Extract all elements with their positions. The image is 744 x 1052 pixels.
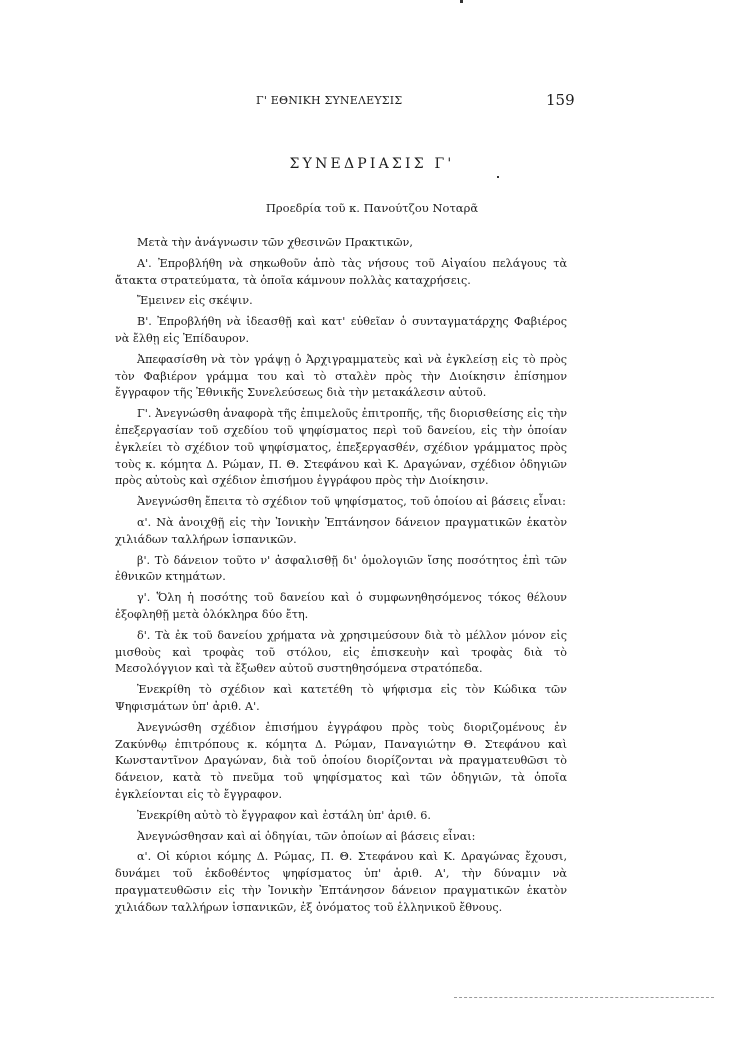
paragraph: Β'. Ἐπροβλήθη νὰ ἰδεασθῇ καὶ κατ' εὐθεῖαν ὁ συνταγματάρχης Φαβιέρος νὰ ἔλθῃ εἰς Ἐπίδαυρον.	[115, 315, 567, 345]
session-title: ΣΥΝΕΔΡΙΑΣΙΣ Γ'	[289, 156, 455, 172]
scan-speck	[497, 176, 499, 178]
paragraph: Α'. Ἐπροβλήθη νὰ σηκωθοῦν ἀπὸ τὰς νήσους τοῦ Αἰγαίου πελάγους τὰ ἄτακτα στρατεύματα, τὰ ὁποῖα κάμνουν πολλὰς καταχρήσεις.	[115, 256, 567, 287]
scan-speck	[460, 0, 463, 3]
paragraph: α'. Νὰ ἀνοιχθῇ εἰς τὴν Ἰονικὴν Ἐπτάνησον δάνειον πραγματικῶν ἑκατὸν χιλιάδων ταλλήρων ἱσπανικῶν.	[115, 515, 567, 546]
paragraph: β'. Τὸ δάνειον τοῦτο ν' ἀσφαλισθῇ δι' ὁμολογιῶν ἴσης ποσότητος ἐπὶ τῶν ἐθνικῶν κτημάτων.	[115, 553, 567, 584]
paragraph: Ἀνεγνώσθη σχέδιον ἐπισήμου ἐγγράφου πρὸς τοὺς διοριζομένους ἐν Ζακύνθῳ ἐπιτρόπους κ. κόμητα Δ. Ρώμαν, Παναγιώτην Θ. Στεφάνου καὶ Κωνσταντῖνον Δραγώναν, διὰ τοῦ ὁποίου διορίζονται νὰ πραγματευθῶσι τὸ δάνειον, κατὰ τὸ πνεῦμα τοῦ ψηφίσματος καὶ τῶν ὁδηγιῶν, τὰ ὁποῖα ἐγκλείονται εἰς τὸ ἔγγραφον.	[115, 720, 567, 801]
running-head	[0, 91, 744, 110]
running-title: Γ' ΕΘΝΙΚΗ ΣΥΝΕΛΕΥΣΙΣ	[256, 94, 403, 107]
page-number: 159	[546, 91, 575, 109]
paragraph: γ'. Ὅλη ἡ ποσότης τοῦ δανείου καὶ ὁ συμφωνηθησόμενος τόκος θέλουν ἐξοφληθῇ μετὰ ὁλόκληρα δύο ἔτη.	[115, 591, 567, 621]
scan-edge-artifact	[454, 997, 714, 999]
paragraph: Γ'. Ἀνεγνώσθη ἀναφορὰ τῆς ἐπιμελοῦς ἐπιτροπῆς, τῆς διορισθείσης εἰς τὴν ἐπεξεργασίαν τοῦ σχεδίου τοῦ ψηφίσματος περὶ τοῦ δανείου, εἰς τὴν ὁποίαν ἐγκλείει τὸ σχέδιον τοῦ ψηφίσματος, ἐπεξεργασθέν, σχέδιον γράμματος πρὸς τοὺς κ. κόμητα Δ. Ρώμαν, Π. Θ. Στεφάνου καὶ Κ. Δραγώναν, σχέδιον ὁδηγιῶν πρὸς αὐτοὺς καὶ σχέδιον ἐπισήμου ἐγγράφου πρὸς τὴν Διοίκησιν.	[115, 407, 567, 488]
paragraph: Ἔμεινεν εἰς σκέψιν.	[137, 294, 253, 308]
paragraph: Ἐνεκρίθη τὸ σχέδιον καὶ κατετέθη τὸ ψήφισμα εἰς τὸν Κώδικα τῶν Ψηφισμάτων ὑπ' ἀριθ. Α'.	[115, 683, 567, 713]
paragraph: Μετὰ τὴν ἀνάγνωσιν τῶν χθεσινῶν Πρακτικῶν,	[137, 236, 413, 249]
paragraph: α'. Οἱ κύριοι κόμης Δ. Ρώμας, Π. Θ. Στεφάνου καὶ Κ. Δραγώνας ἔχουσι, δυνάμει τοῦ ἐκδοθέντος ψηφίσματος ὑπ' ἀριθ. Α', τὴν δύναμιν νὰ πραγματευθῶσιν εἰς τὴν Ἰονικὴν Ἐπτάνησον δάνειον πραγματικῶν ἑκατὸν χιλιάδων ταλλήρων ἱσπανικῶν, ἐξ ὀνόματος τοῦ ἑλληνικοῦ ἔθνους.	[115, 850, 567, 914]
paragraph: Ἀπεφασίσθη νὰ τὸν γράψῃ ὁ Ἀρχιγραμματεὺς καὶ νὰ ἐγκλείσῃ εἰς τὸ πρὸς τὸν Φαβιέρον γράμμα του καὶ τὸ σταλὲν πρὸς τὴν Διοίκησιν ἐπίσημον ἔγγραφον τῆς Ἐθνικῆς Συνελεύσεως διὰ τὴν μετακάλεσιν αὐτοῦ.	[115, 352, 567, 400]
body-text	[115, 235, 567, 920]
paragraph: δ'. Τὰ ἐκ τοῦ δανείου χρήματα νὰ χρησιμεύσουν διὰ τὸ μέλλον μόνον εἰς μισθοὺς καὶ τροφὰς τοῦ στόλου, εἰς ἐπισκευὴν καὶ τροφὰς διὰ τὸ Μεσολόγγιον καὶ τὰ ἔξωθεν αὐτοῦ συστηθησόμενα στρατόπεδα.	[115, 628, 567, 676]
paragraph: Ἐνεκρίθη αὐτὸ τὸ ἔγγραφον καὶ ἐστάλη ὑπ' ἀριθ. 6.	[137, 808, 431, 822]
paragraph: Ἀνεγνώσθη ἔπειτα τὸ σχέδιον τοῦ ψηφίσματος, τοῦ ὁποίου αἱ βάσεις εἶναι:	[137, 495, 566, 509]
presidency-line: Προεδρία τοῦ κ. Πανούτζου Νοταρᾶ	[265, 201, 479, 215]
paragraph: Ἀνεγνώσθησαν καὶ αἱ ὁδηγίαι, τῶν ὁποίων αἱ βάσεις εἶναι:	[137, 829, 476, 843]
